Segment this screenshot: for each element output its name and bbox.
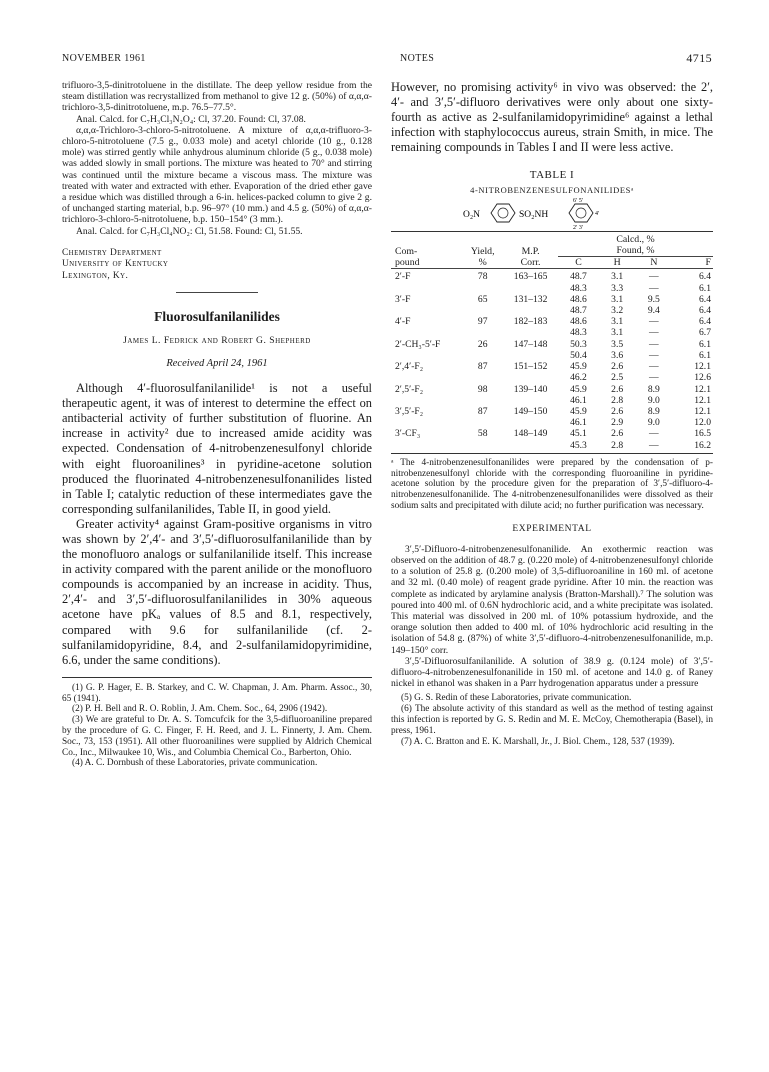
cell-n: — bbox=[649, 338, 659, 350]
cell-compound bbox=[391, 440, 462, 451]
experimental-paragraph: 3′,5′-Difluorosulfanilanilide. A solution of 38.9 g. (0.124 mole) of 3′,5′-difluoro-4-nitrobenzenesulfonanilide in 150 ml. of acetone and 14.0 g. of Raney nickel in ethanol was shaken in a Parr hydrogenation apparatus under a pressure bbox=[391, 655, 713, 690]
cell-compound: 3′-CF₃ bbox=[395, 428, 421, 440]
table-row bbox=[391, 384, 713, 395]
column-header-yield: Yield, % bbox=[470, 246, 495, 269]
analysis-line: Anal. Calcd. for C₇H₃Cl₃N₂O₄: Cl, 37.20. Found: Cl, 37.08. bbox=[76, 113, 306, 125]
cell-mp bbox=[503, 283, 558, 294]
structure-middle-group: SO₂NH bbox=[519, 210, 549, 221]
cell-compound bbox=[391, 372, 462, 383]
cell-f: 12.1 bbox=[694, 383, 711, 395]
left-column bbox=[62, 80, 372, 769]
table-caption: TABLE I bbox=[529, 169, 575, 182]
paragraph: α,α,α-Trichloro-3-chloro-5-nitrotoluene. A mixture of α,α,α-trifluoro-3-chloro-5-nitrotoluene (7.5 g., 0.033 mole) and acetyl chloride (10 g., 0.128 mole) was stirred gently while anhydrous aluminum chloride (5 g., 0.038 mole) was added slowly in small portions. The mixture was heated to 70° and stirring was continued until the mixture became a viscous mass. The mixture was treated with water and extracted with ether. Evaporation of the dried ether gave a residue which was distilled through a 6-in. helices-packed column to give 2 g. of unchanged starting material, b.p. 96–97° (10 mm.) and 4.5 g. (50%) of α,α,α-trichloro-3-chloro-5-nitrotoluene, b.p. 150–154° (3 mm.). bbox=[62, 124, 372, 226]
cell-mp: 149–150 bbox=[513, 405, 548, 417]
cell-h: 2.8 bbox=[611, 439, 624, 451]
cell-mp: 151–152 bbox=[513, 361, 548, 373]
cell-n: — bbox=[649, 428, 659, 440]
table-row bbox=[391, 339, 713, 350]
table-row bbox=[391, 395, 713, 406]
table-body bbox=[391, 271, 713, 450]
cell-c: 48.3 bbox=[570, 282, 587, 294]
header-section: NOTES bbox=[400, 53, 435, 64]
cell-n: — bbox=[649, 271, 659, 283]
table-row bbox=[391, 294, 713, 305]
cell-yield bbox=[462, 327, 503, 338]
cell-c: 50.3 bbox=[570, 338, 587, 350]
cell-h: 3.1 bbox=[611, 271, 624, 283]
cell-c: 48.3 bbox=[570, 327, 587, 339]
cell-compound bbox=[391, 283, 462, 294]
cell-n: — bbox=[649, 439, 659, 451]
cell-yield: 26 bbox=[477, 338, 488, 350]
cell-n: 9.4 bbox=[647, 305, 660, 317]
cell-compound bbox=[391, 395, 462, 406]
cell-c: 48.7 bbox=[570, 305, 587, 317]
structure-bottom-primes: 2′ 3′ bbox=[573, 225, 584, 230]
cell-yield: 97 bbox=[477, 316, 488, 328]
cell-compound: 2′,5′-F₂ bbox=[395, 383, 424, 395]
cell-f: 6.1 bbox=[699, 349, 711, 361]
cell-yield bbox=[462, 372, 503, 383]
cell-h: 2.9 bbox=[611, 417, 624, 429]
footnote: (7) A. C. Bratton and E. K. Marshall, Jr., J. Biol. Chem., 128, 537 (1939). bbox=[401, 736, 675, 747]
cell-mp: 139–140 bbox=[513, 383, 548, 395]
footnotes bbox=[62, 683, 372, 769]
cell-n: 8.9 bbox=[647, 405, 660, 417]
footnotes bbox=[391, 693, 713, 747]
page-number: 4715 bbox=[686, 51, 712, 65]
cell-c: 45.9 bbox=[570, 361, 587, 373]
cell-mp: 148–149 bbox=[513, 428, 548, 440]
table-row bbox=[391, 406, 713, 417]
affiliation bbox=[62, 248, 372, 282]
table-row bbox=[391, 305, 713, 316]
cell-compound: 2′-F bbox=[395, 271, 411, 283]
data-table bbox=[391, 234, 713, 450]
cell-mp bbox=[503, 327, 558, 338]
cell-f: 6.7 bbox=[699, 327, 711, 339]
cell-n: — bbox=[649, 372, 659, 384]
column-header-h: H bbox=[613, 257, 621, 269]
cell-yield bbox=[462, 417, 503, 428]
column-header-mp: M.P. Corr. bbox=[520, 246, 541, 269]
structure-right-prime: 4′ bbox=[595, 211, 600, 218]
structure-top-primes: 6′ 5′ bbox=[573, 198, 584, 205]
footnote: (4) A. C. Dornbush of these Laboratories, private communication. bbox=[72, 758, 318, 769]
footnote-rule bbox=[62, 677, 372, 678]
benzene-ring-1 bbox=[491, 204, 515, 222]
cell-h: 2.6 bbox=[611, 428, 624, 440]
cell-h: 3.5 bbox=[611, 338, 624, 350]
structure-diagram bbox=[391, 197, 713, 229]
column-header-analysis: Calcd., % Found, % bbox=[558, 234, 713, 257]
table-subtitle: 4-NITROBENZENESULFONANILIDESᵃ bbox=[470, 185, 634, 196]
cell-h: 2.5 bbox=[611, 372, 624, 384]
affiliation-line: Lexington, Ky. bbox=[62, 270, 129, 281]
cell-h: 3.2 bbox=[611, 305, 624, 317]
benzene-ring-2 bbox=[569, 204, 593, 222]
page-header bbox=[62, 53, 712, 67]
table-bottom-rule bbox=[391, 453, 713, 454]
cell-yield: 65 bbox=[477, 293, 488, 305]
body-paragraph: Greater activity⁴ against Gram-positive organisms in vitro was shown by 2′,4′- and 3′,5′-difluorosulfanilanilide than by the monofluoro analogs or sulfanilanilide itself. This increase in activity compared with the parent anilide or the monofluoro compounds is accompanied by an increase in acidity. Thus, 2′,4′- and 3′,5′-difluorosulfanilanilides in 30% aqueous acetone have pKₐ values of 8.5 and 8.1, respectively, compared with 9.6 for sulfanilanilide (cf. 2-sulfanilamidopyridine, 8.4, and 2-sulfanilamidopyrimidine, 6.6, under the same conditions). bbox=[62, 516, 372, 667]
cell-compound: 3′,5′-F₂ bbox=[395, 405, 424, 417]
separator-rule bbox=[176, 292, 258, 293]
cell-compound bbox=[391, 417, 462, 428]
cell-c: 46.1 bbox=[570, 394, 587, 406]
cell-mp bbox=[503, 417, 558, 428]
cell-yield: 87 bbox=[477, 405, 488, 417]
cell-f: 6.4 bbox=[699, 316, 711, 328]
cell-yield: 58 bbox=[477, 428, 488, 440]
table-row bbox=[391, 316, 713, 327]
cell-f: 6.4 bbox=[699, 293, 711, 305]
cell-mp bbox=[503, 395, 558, 406]
body-paragraph: However, no promising activity⁶ in vivo was observed: the 2′, 4′- and 3′,5′-difluoro derivatives were only about one sixty-fourth as active as 2-sulfanilamidopyrimidine⁶ against a lethal infection with staphylococcus aureus, strain Smith, in mice. The remaining compounds in Tables I and II were less active. bbox=[391, 80, 713, 155]
affiliation-line: Chemistry Department bbox=[62, 247, 162, 258]
cell-c: 45.9 bbox=[570, 383, 587, 395]
cell-mp bbox=[503, 350, 558, 361]
cell-yield: 98 bbox=[477, 383, 488, 395]
structure-svg bbox=[391, 197, 713, 229]
table-top-rule bbox=[391, 231, 713, 232]
cell-mp bbox=[503, 372, 558, 383]
column-header-n: N bbox=[650, 257, 658, 269]
received-date: Received April 24, 1961 bbox=[166, 358, 268, 370]
cell-yield bbox=[462, 440, 503, 451]
table-row bbox=[391, 440, 713, 451]
cell-n: — bbox=[649, 316, 659, 328]
section-heading: EXPERIMENTAL bbox=[512, 523, 592, 534]
cell-n: 9.5 bbox=[647, 293, 660, 305]
analysis-line: Anal. Calcd. for C₇H₃Cl₄NO₂: Cl, 51.58. Found: Cl, 51.55. bbox=[76, 225, 303, 237]
cell-yield: 87 bbox=[477, 361, 488, 373]
cell-n: 9.0 bbox=[647, 394, 660, 406]
cell-c: 50.4 bbox=[570, 349, 587, 361]
cell-yield bbox=[462, 305, 503, 316]
cell-compound bbox=[391, 327, 462, 338]
cell-yield: 78 bbox=[477, 271, 488, 283]
cell-n: 9.0 bbox=[647, 417, 660, 429]
table-row bbox=[391, 372, 713, 383]
cell-n: — bbox=[649, 282, 659, 294]
footnote: (3) We are grateful to Dr. A. S. Tomcufcik for the 3,5-difluoroaniline prepared by the procedure of G. C. Finger, F. H. Reed, and J. L. Finnerty, J. Am. Chem. Soc., 73, 153 (1951). All other fluoroanilines were supplied by Aldrich Chemical Co., Inc., Milwaukee 10, Wis., and Columbia Chemical Co., Barberton, Ohio. bbox=[62, 715, 372, 758]
article-title: Fluorosulfanilanilides bbox=[154, 309, 280, 325]
cell-f: 12.1 bbox=[694, 405, 711, 417]
cell-h: 2.6 bbox=[611, 361, 624, 373]
footnote: (1) G. P. Hager, E. B. Starkey, and C. W. Chapman, J. Am. Pharm. Assoc., 30, 65 (1941). bbox=[62, 682, 372, 704]
table-footnote: ᵃ The 4-nitrobenzenesulfonanilides were prepared by the condensation of p-nitrobenzenesulfonyl chloride with the corresponding fluoroaniline in pyridine-acetone solution by the procedure given for the preparation of 3′,5′-difluoro-4-nitrobenzenesulfonanilide. The 4-nitrobenzenesulfonanilides were dissolved as their sodium salts and precipitated with dilute acid; no further purification was necessary. bbox=[391, 457, 713, 511]
cell-compound bbox=[391, 305, 462, 316]
table-row bbox=[391, 428, 713, 439]
cell-f: 6.1 bbox=[699, 338, 711, 350]
cell-n: 8.9 bbox=[647, 383, 660, 395]
body-paragraph: Although 4′-fluorosulfanilanilide¹ is not a useful therapeutic agent, it was of interest to determine the effect on antibacterial activity of further substitution of fluorine. An increase in activity² due to increased amide acidity was expected. Condensation of 4-nitrobenzenesulfonyl chloride with eight fluoroanilines³ in pyridine-acetone solution produced the fluorinated 4-nitrobenzenesulfonanilides listed in Table I; catalytic reduction of these intermediates gave the corresponding sulfanilanilides, Table II, in good yield. bbox=[62, 381, 372, 516]
footnote: (2) P. H. Bell and R. O. Roblin, J. Am. Chem. Soc., 64, 2906 (1942). bbox=[72, 704, 328, 715]
cell-mp: 182–183 bbox=[513, 316, 548, 328]
cell-n: — bbox=[649, 327, 659, 339]
cell-c: 48.7 bbox=[570, 271, 587, 283]
cell-f: 12.0 bbox=[694, 417, 711, 429]
benzene-ring-1-circle bbox=[498, 208, 508, 218]
column-header-c: C bbox=[575, 257, 582, 269]
cell-c: 45.9 bbox=[570, 405, 587, 417]
cell-f: 6.1 bbox=[699, 282, 711, 294]
cell-c: 48.6 bbox=[570, 293, 587, 305]
table-row bbox=[391, 327, 713, 338]
cell-c: 46.2 bbox=[570, 372, 587, 384]
cell-mp: 131–132 bbox=[513, 293, 548, 305]
table-row bbox=[391, 350, 713, 361]
cell-yield bbox=[462, 283, 503, 294]
cell-yield bbox=[462, 395, 503, 406]
cell-f: 16.5 bbox=[694, 428, 711, 440]
cell-h: 2.8 bbox=[611, 394, 624, 406]
footnote: (6) The absolute activity of this standard as well as the method of testing against this infection is reported by G. S. Redin and M. E. McCoy, Chemotherapia (Basel), in press, 1961. bbox=[391, 704, 713, 736]
article-authors: James L. Fedrick and Robert G. Shepherd bbox=[123, 335, 311, 347]
cell-h: 2.6 bbox=[611, 383, 624, 395]
cell-c: 48.6 bbox=[570, 316, 587, 328]
cell-f: 12.1 bbox=[694, 361, 711, 373]
cell-f: 12.1 bbox=[694, 394, 711, 406]
cell-h: 3.1 bbox=[611, 293, 624, 305]
cell-compound: 4′-F bbox=[395, 316, 411, 328]
cell-compound bbox=[391, 350, 462, 361]
cell-c: 45.3 bbox=[570, 439, 587, 451]
cell-h: 2.6 bbox=[611, 405, 624, 417]
table-row bbox=[391, 271, 713, 282]
cell-h: 3.3 bbox=[611, 282, 624, 294]
paragraph: trifluoro-3,5-dinitrotoluene in the distillate. The deep yellow residue from the steam distillation was recrystallized from methanol to give 12 g. (50%) of α,α,α-trichloro-3,5-dinitrotoluene, m.p. 76.5–77.5°. bbox=[62, 80, 372, 114]
cell-h: 3.6 bbox=[611, 349, 624, 361]
cell-mp bbox=[503, 305, 558, 316]
table-row bbox=[391, 361, 713, 372]
benzene-ring-2-circle bbox=[576, 208, 586, 218]
cell-h: 3.1 bbox=[611, 316, 624, 328]
cell-compound: 2′,4′-F₂ bbox=[395, 361, 424, 373]
cell-compound: 2′-CH₃-5′-F bbox=[395, 338, 441, 350]
cell-f: 6.4 bbox=[699, 305, 711, 317]
cell-f: 16.2 bbox=[694, 439, 711, 451]
cell-c: 45.1 bbox=[570, 428, 587, 440]
cell-mp: 147–148 bbox=[513, 338, 548, 350]
structure-left-group: O₂N bbox=[463, 210, 481, 221]
cell-yield bbox=[462, 350, 503, 361]
cell-n: — bbox=[649, 361, 659, 373]
header-date: NOVEMBER 1961 bbox=[62, 53, 146, 64]
table-row bbox=[391, 283, 713, 294]
cell-c: 46.1 bbox=[570, 417, 587, 429]
footnote: (5) G. S. Redin of these Laboratories, private communication. bbox=[401, 693, 632, 704]
cell-mp bbox=[503, 440, 558, 451]
cell-f: 6.4 bbox=[699, 271, 711, 283]
experimental-paragraph: 3′,5′-Difluoro-4-nitrobenzenesulfonanilide. An exothermic reaction was observed on the addition of 48.7 g. (0.220 mole) of 4-nitrobenzenesulfonyl chloride to a solution of 25.8 g. (0.200 mole) of 3,5-difluoroaniline in 160 ml. of acetone and 32 ml. (0.40 mole) of reagent grade pyridine. After 10 min. the reaction was complete as indicated by arylamine analysis (Bratton-Marshall).⁷ The solution was poured into 400 ml. of 0.6N hydrochloric acid, and a white precipitate was isolated. This material was dissolved in 200 ml. of 10% potassium hydroxide, and the orange solution then added to 400 ml. of 10% hydrochloric acid resulting in the isolation of 54.8 g. (87%) of white 3′,5′-difluoro-4-nitrobenzenesulfonanilide, m.p. 149–150° corr. bbox=[391, 543, 713, 656]
cell-n: — bbox=[649, 349, 659, 361]
right-column bbox=[391, 80, 713, 747]
table-row bbox=[391, 417, 713, 428]
cell-f: 12.6 bbox=[694, 372, 711, 384]
affiliation-line: University of Kentucky bbox=[62, 259, 169, 270]
column-header-f: F bbox=[705, 257, 711, 269]
cell-compound: 3′-F bbox=[395, 293, 411, 305]
cell-h: 3.1 bbox=[611, 327, 624, 339]
column-header-compound: Com- pound bbox=[395, 246, 420, 269]
cell-mp: 163–165 bbox=[513, 271, 548, 283]
